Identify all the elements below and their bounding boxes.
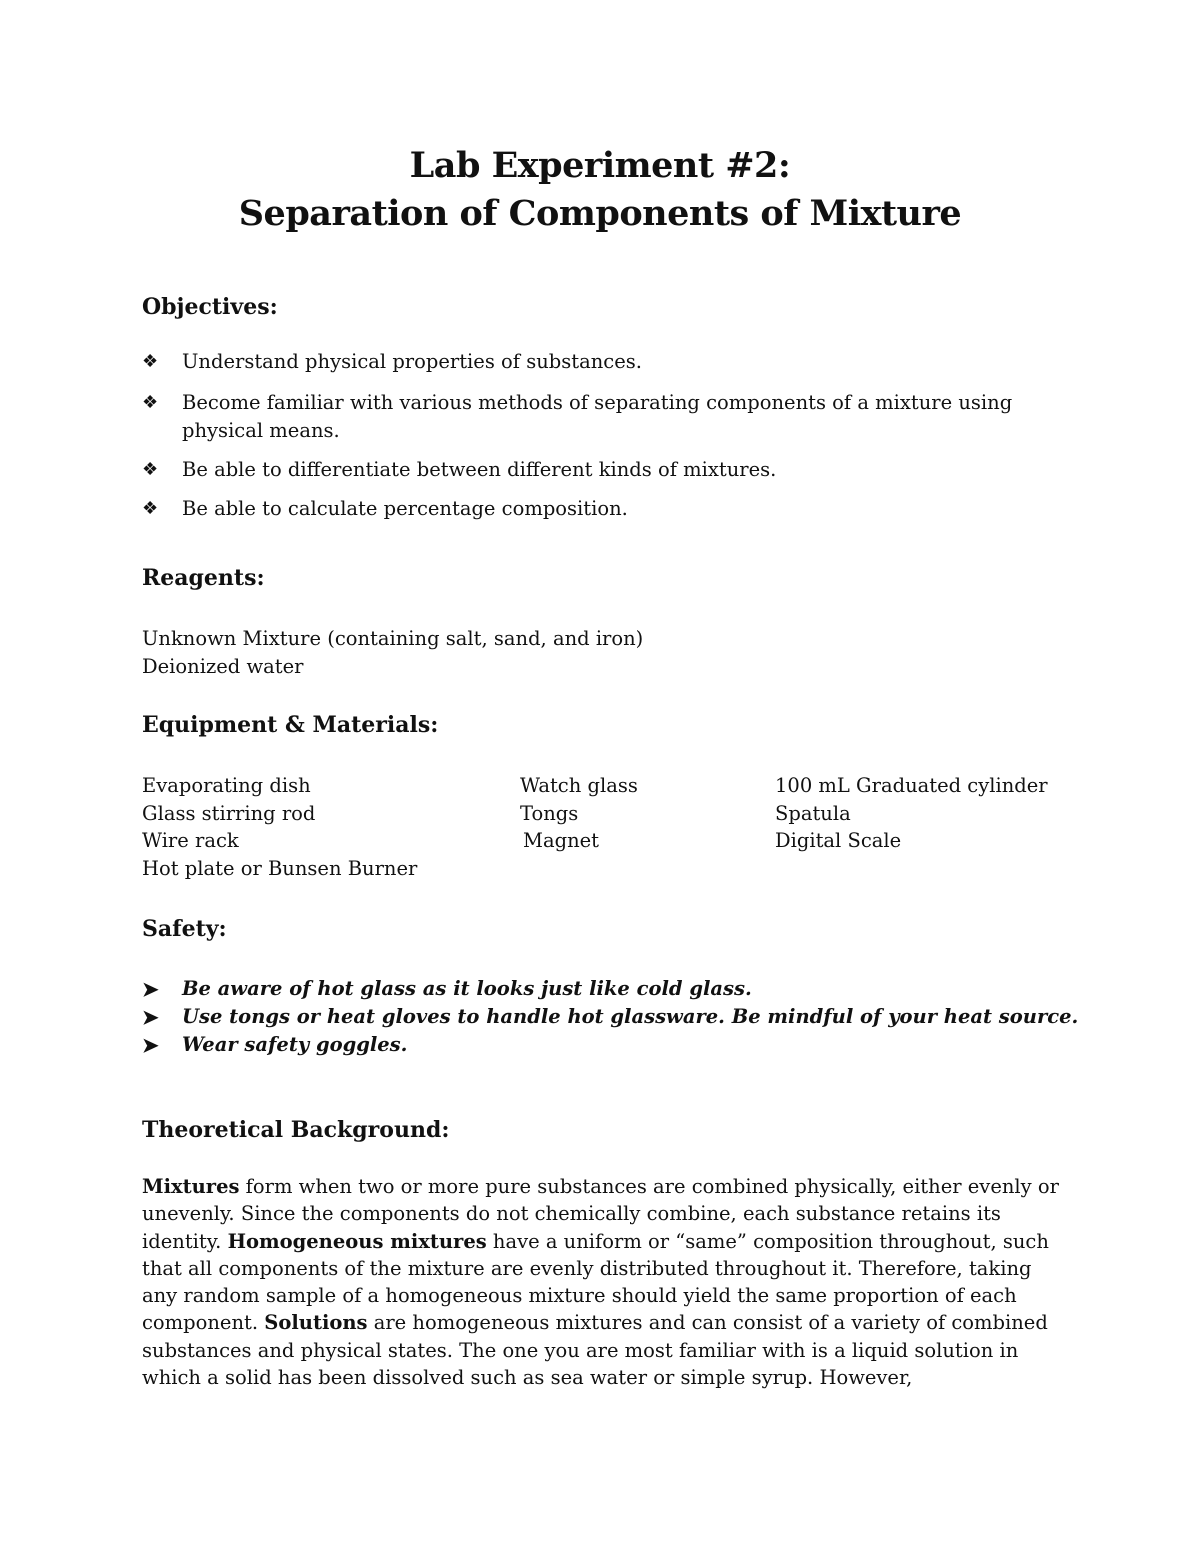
equipment-item: Glass stirring rod — [142, 802, 316, 825]
document-title-line-1: Lab Experiment #2: — [409, 145, 791, 186]
equipment-item: 100 mL Graduated cylinder — [775, 774, 1048, 797]
equipment-item: Tongs — [520, 802, 579, 825]
term-solutions: Solutions — [264, 1311, 368, 1335]
arrow-bullet-icon: ➤ — [142, 1005, 159, 1029]
diamond-bullet-icon: ❖ — [142, 459, 159, 480]
equipment-item: Digital Scale — [775, 829, 902, 852]
equipment-item: Evaporating dish — [142, 774, 311, 797]
equipment-item: Hot plate or Bunsen Burner — [142, 857, 418, 880]
objectives-heading: Objectives: — [142, 294, 278, 320]
arrow-bullet-icon: ➤ — [142, 1033, 159, 1057]
document-page: Lab Experiment #2: Separation of Components of Mixture Objectives: ❖ Understand physical properties of substances. ❖ Become familiar with various methods of separating components of a mixture using physical means. ❖ Be able to differentiate between different kinds of mixtures. ❖ Be able to calculate percentage composition. Reagents: Unknown Mixture (containing salt, sand, and iron) Deionized water Equipment & Materials: Evaporating dish Glass stirring rod Wire rack Hot plate or Bunsen Burner Watch glass Tongs Magnet 100 mL Graduated cylinder Spatula Digital Scale Safety: ➤ Be aware of hot glass as it looks just like cold glass. ➤ Use tongs or heat gloves to handle hot glassware. Be mindful of your heat source. ➤ Wear safety goggles. Theoretical Background: Mixtures form when two or more pure substances are combined physically, either evenly or unevenly. Since the components do not chemically combine, each substance retains its identity. Homogeneous mixtures have a uniform or “same” composition throughout, such that all components of the mixture are evenly distributed throughout it. Therefore, taking any random sample of a homogeneous mixture should yield the same proportion of each component. Solutions are homogeneous mixtures and can consist of a variety of combined substances and physical states. The one you are most familiar with is a liquid solution in which a solid has been dissolved such as sea water or simple syrup. However, — [0, 0, 1200, 1553]
arrow-bullet-icon: ➤ — [142, 977, 159, 1001]
diamond-bullet-icon: ❖ — [142, 392, 159, 413]
term-homogeneous-mixtures: Homogeneous mixtures — [227, 1229, 487, 1253]
background-paragraph: Mixtures form when two or more pure substances are combined physically, either evenly or unevenly. Since the components do not chemically combine, each substance retains its identity. Homogeneous mixtures have a uniform or “same” composition throughout, such that all components of the mixture are evenly distributed throughout it. Therefore, taking any random sample of a homogeneous mixture should yield the same proportion of each component. Solutions are homogeneous mixtures and can consist of a variety of combined substances and physical states. The one you are most familiar with is a liquid solution in which a solid has been dissolved such as sea water or simple syrup. However, — [142, 1175, 1059, 1390]
equipment-item: Wire rack — [142, 829, 239, 852]
equipment-item: Magnet — [523, 829, 600, 852]
diamond-bullet-icon: ❖ — [142, 351, 159, 372]
diamond-bullet-icon: ❖ — [142, 498, 159, 519]
equipment-item: Watch glass — [520, 774, 638, 797]
safety-heading: Safety: — [142, 916, 227, 942]
reagents-heading: Reagents: — [142, 565, 265, 591]
equipment-item: Spatula — [775, 802, 851, 825]
term-mixtures: Mixtures — [142, 1175, 240, 1198]
background-heading: Theoretical Background: — [142, 1117, 450, 1143]
document-title-line-2: Separation of Components of Mixture — [238, 193, 962, 234]
reagent-item: Unknown Mixture (containing salt, sand, and iron) — [142, 627, 644, 650]
equipment-heading: Equipment & Materials: — [142, 712, 439, 738]
reagent-item: Deionized water — [142, 655, 304, 678]
